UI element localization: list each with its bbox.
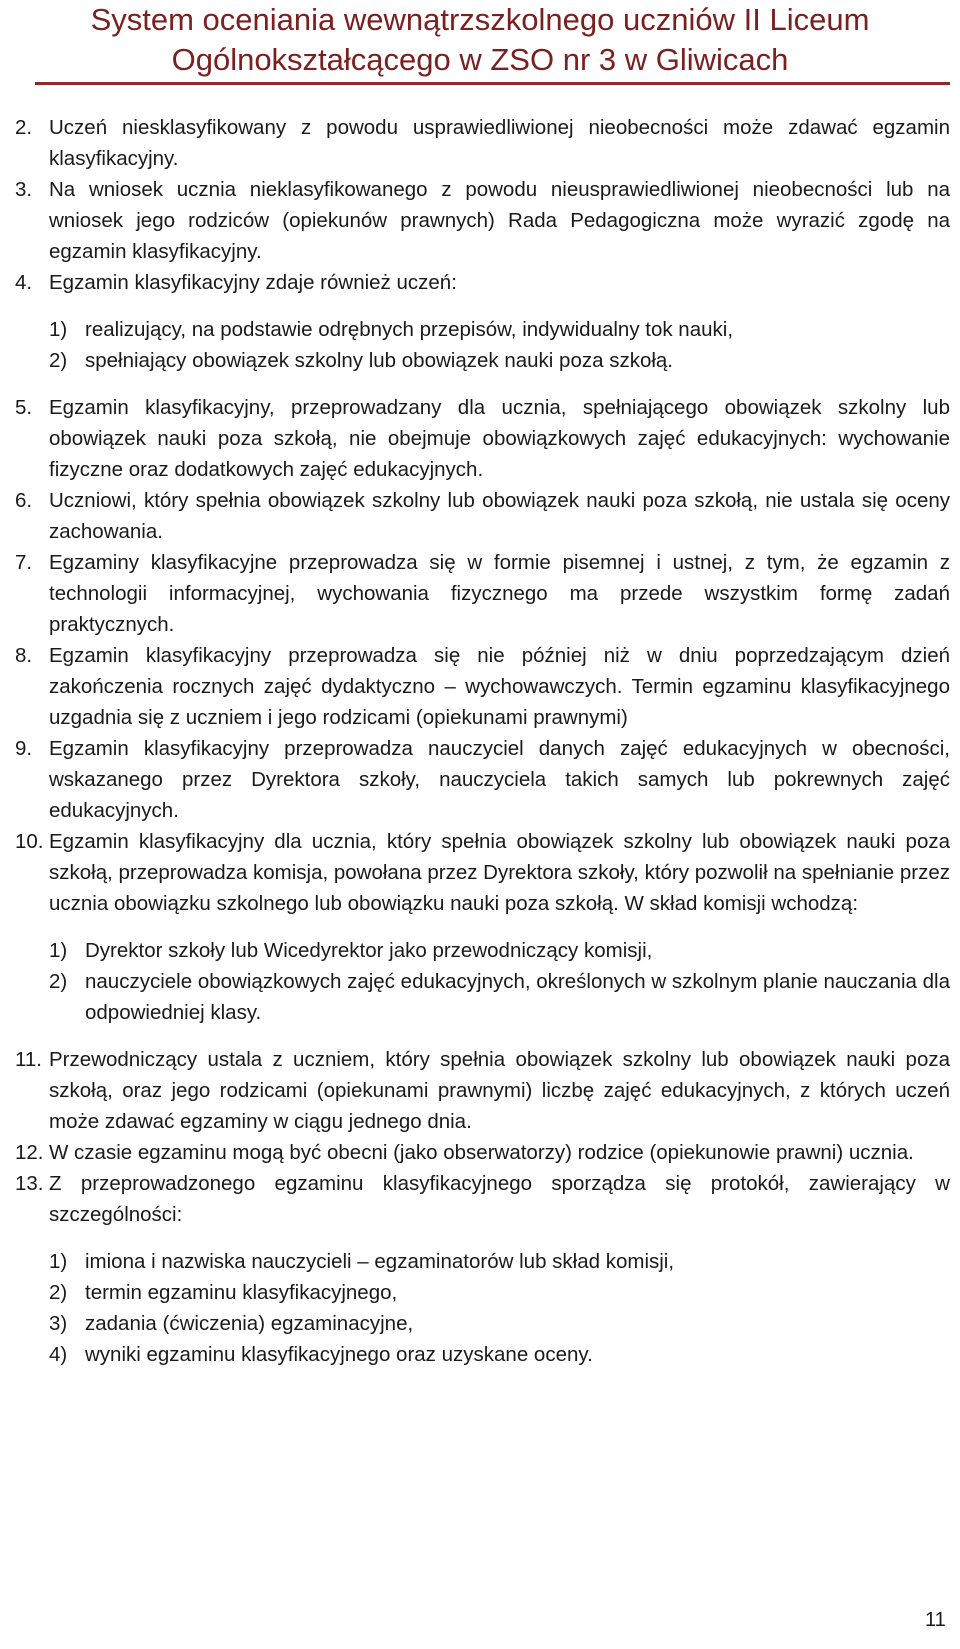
sublist-number: 2) xyxy=(49,1281,68,1304)
item-number: 3. xyxy=(15,178,33,201)
item-text: Egzamin klasyfikacyjny przeprowadza nauczyciel danych zajęć edukacyjnych w obecności, wskazanego przez Dyrektora szkoły, nauczyciela takich samych lub pokrewnych zajęć edukacyjnych. xyxy=(49,737,950,822)
item-text: Uczeń niesklasyfikowany z powodu usprawiedliwionej nieobecności może zdawać egzamin klasyfikacyjny. xyxy=(49,116,950,170)
sublist xyxy=(15,314,950,376)
sublist-text: realizujący, na podstawie odrębnych przepisów, indywidualny tok nauki, xyxy=(85,318,734,341)
sublist-item xyxy=(15,1246,950,1277)
list-item xyxy=(15,174,950,267)
item-text: Egzamin klasyfikacyjny zdaje również uczeń: xyxy=(49,271,457,294)
sublist-number: 2) xyxy=(49,970,68,993)
list-item xyxy=(15,112,950,174)
list-item xyxy=(15,1168,950,1230)
sublist-number: 3) xyxy=(49,1312,68,1335)
item-number: 5. xyxy=(15,396,33,419)
item-number: 2. xyxy=(15,116,33,139)
item-number: 10. xyxy=(15,830,44,853)
sublist-item xyxy=(15,314,950,345)
header-title-line1: System oceniania wewnątrzszkolnego uczniów II Liceum xyxy=(90,2,870,37)
list-item xyxy=(15,547,950,640)
list-item xyxy=(15,485,950,547)
item-text: Uczniowi, który spełnia obowiązek szkolny lub obowiązek nauki poza szkołą, nie ustala się oceny zachowania. xyxy=(49,489,950,543)
page-header xyxy=(0,0,960,80)
item-number: 4. xyxy=(15,271,33,294)
item-text: W czasie egzaminu mogą być obecni (jako obserwatorzy) rodzice (opiekunowie prawni) ucznia. xyxy=(49,1141,914,1164)
item-number: 6. xyxy=(15,489,33,512)
item-number: 9. xyxy=(15,737,33,760)
list-item xyxy=(15,1044,950,1137)
sublist xyxy=(15,935,950,1028)
sublist xyxy=(15,1246,950,1370)
item-text: Egzamin klasyfikacyjny, przeprowadzany dla ucznia, spełniającego obowiązek szkolny lub obowiązek nauki poza szkołą, nie obejmuje obowiązkowych zajęć edukacyjnych: wychowanie fizyczne oraz dodatkowych zajęć edukacyjnych. xyxy=(49,396,950,481)
sublist-text: termin egzaminu klasyfikacyjnego, xyxy=(85,1281,398,1304)
item-number: 12. xyxy=(15,1141,44,1164)
list-item xyxy=(15,733,950,826)
header-title-line2: Ogólnokształcącego w ZSO nr 3 w Gliwicach xyxy=(171,42,789,77)
item-text: Egzamin klasyfikacyjny dla ucznia, który spełnia obowiązek szkolny lub obowiązek nauki poza szkołą, przeprowadza komisja, powołana przez Dyrektora szkoły, który pozwolił na spełnianie przez ucznia obowiązku szkolnego lub obowiązku nauki poza szkołą. W skład komisji wchodzą: xyxy=(49,830,950,915)
item-number: 11. xyxy=(15,1048,42,1071)
sublist-number: 1) xyxy=(49,318,68,341)
item-number: 8. xyxy=(15,644,33,667)
sublist-text: nauczyciele obowiązkowych zajęć edukacyjnych, określonych w szkolnym planie nauczania dla odpowiedniej klasy. xyxy=(85,970,950,1024)
sublist-text: wyniki egzaminu klasyfikacyjnego oraz uzyskane oceny. xyxy=(85,1343,593,1366)
sublist-number: 1) xyxy=(49,1250,68,1273)
sublist-text: imiona i nazwiska nauczycieli – egzaminatorów lub skład komisji, xyxy=(85,1250,675,1273)
item-text: Egzaminy klasyfikacyjne przeprowadza się w formie pisemnej i ustnej, z tym, że egzamin z technologii informacyjnej, wychowania fizycznego ma przede wszystkim formę zadań praktycznych. xyxy=(49,551,950,636)
sublist-text: zadania (ćwiczenia) egzaminacyjne, xyxy=(85,1312,414,1335)
item-text: Egzamin klasyfikacyjny przeprowadza się nie później niż w dniu poprzedzającym dzień zakończenia rocznych zajęć dydaktyczno – wychowawczych. Termin egzaminu klasyfikacyjnego uzgadnia się z uczniem i jego rodzicami (opiekunami prawnymi) xyxy=(49,644,950,729)
item-text: Z przeprowadzonego egzaminu klasyfikacyjnego sporządza się protokół, zawierający w szczególności: xyxy=(49,1172,950,1226)
sublist-item xyxy=(15,1308,950,1339)
page-number: 11 xyxy=(925,1609,946,1631)
sublist-text: Dyrektor szkoły lub Wicedyrektor jako przewodniczący komisji, xyxy=(85,939,653,962)
item-number: 13. xyxy=(15,1172,44,1195)
sublist-item xyxy=(15,1277,950,1308)
list-item xyxy=(15,267,950,298)
list-item xyxy=(15,1137,950,1168)
list-item xyxy=(15,392,950,485)
item-number: 7. xyxy=(15,551,33,574)
header-divider xyxy=(35,82,950,85)
sublist-text: spełniający obowiązek szkolny lub obowiązek nauki poza szkołą. xyxy=(85,349,673,372)
sublist-item xyxy=(15,345,950,376)
sublist-item xyxy=(15,966,950,1028)
item-text: Przewodniczący ustala z uczniem, który spełnia obowiązek szkolny lub obowiązek nauki poza szkołą, oraz jego rodzicami (opiekunami prawnymi) liczbę zajęć edukacyjnych, z których uczeń może zdawać egzaminy w ciągu jednego dnia. xyxy=(49,1048,950,1133)
sublist-item xyxy=(15,1339,950,1370)
list-item xyxy=(15,640,950,733)
sublist-number: 2) xyxy=(49,349,68,372)
document-body xyxy=(15,112,950,1386)
sublist-number: 1) xyxy=(49,939,68,962)
sublist-item xyxy=(15,935,950,966)
list-item xyxy=(15,826,950,919)
item-text: Na wniosek ucznia nieklasyfikowanego z powodu nieusprawiedliwionej nieobecności lub na wniosek jego rodziców (opiekunów prawnych) Rada Pedagogiczna może wyrazić zgodę na egzamin klasyfikacyjny. xyxy=(49,178,950,263)
sublist-number: 4) xyxy=(49,1343,68,1366)
